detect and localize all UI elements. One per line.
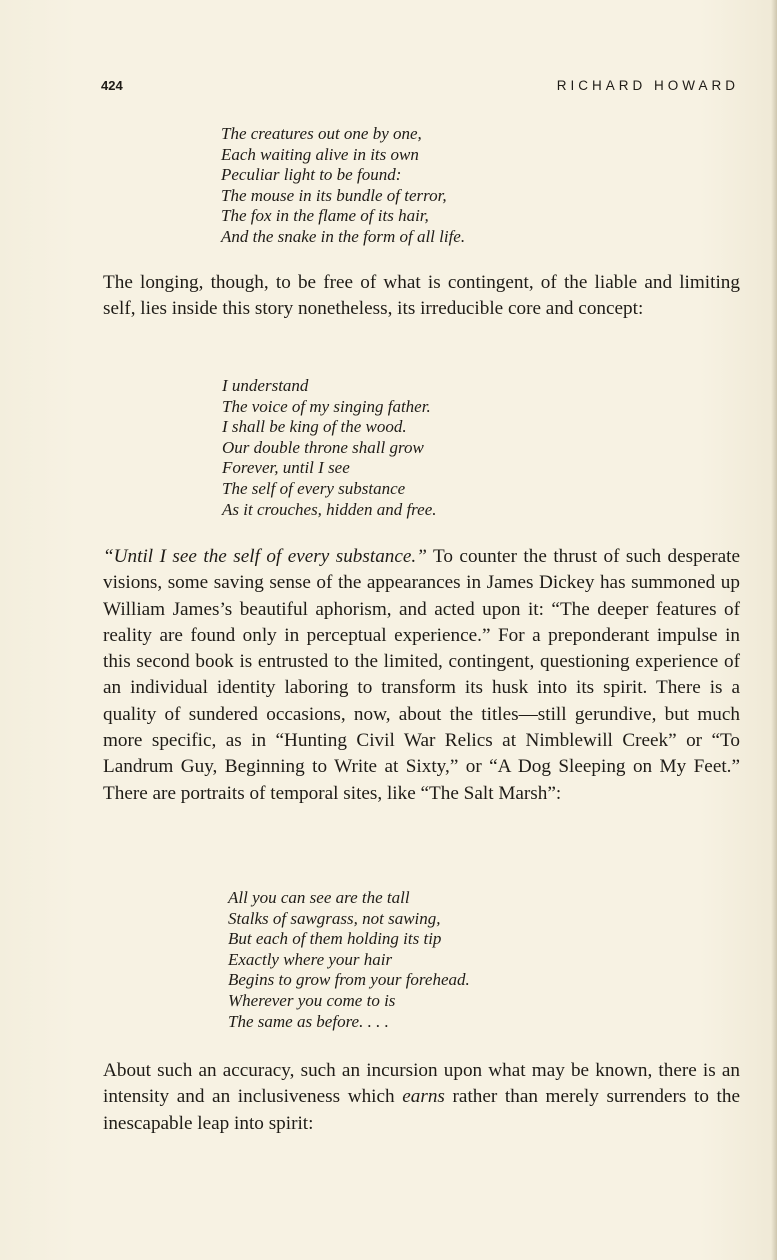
body-paragraph-2 (103, 544, 740, 807)
paragraph-text: rather than merely surrenders to the inescapable leap into spirit: (103, 1086, 740, 1134)
poem-line: Begins to grow from your forehead. (228, 970, 470, 990)
poem-line: Peculiar light to be found: (221, 165, 402, 185)
poem-line: Exactly where your hair (228, 949, 393, 969)
running-head (101, 78, 739, 98)
poem-line: I understand (222, 376, 309, 395)
poem-line: The self of every substance (222, 478, 406, 498)
page-number: 424 (101, 78, 123, 93)
poem-line: And the snake in the form of all life. (221, 226, 466, 246)
poem-line: All you can see are the tall (228, 888, 410, 907)
paragraph-text: To counter the thrust of such desperate visions, some saving sense of the appearances in James Dickey has summoned up William James’s beautiful aphorism, and acted upon it: “The deeper features of reality are found only in perceptual experience.” For a preponderant impulse in this second book is entrusted to the limited, contingent, questioning experience of an individual identity laboring to transform its husk into its spirit. There is a quality of sundered occasions, now, about the titles—still gerundive, but much more specific, as in “Hunting Civil War Relics at Nimblewill Creek” or “To Landrum Guy, Beginning to Write at Sixty,” or “A Dog Sleeping on My Feet.” There are portraits of temporal sites, like “The Salt Marsh”: (103, 546, 740, 804)
poem-line: As it crouches, hidden and free. (222, 499, 437, 519)
poem-line: But each of them holding its tip (228, 929, 442, 949)
poem-excerpt-3 (228, 888, 470, 1032)
page-edge-shadow (771, 0, 777, 1260)
poem-line: I shall be king of the wood. (222, 417, 407, 437)
poem-line: The fox in the flame of its hair, (221, 206, 429, 226)
poem-excerpt-1 (221, 124, 465, 248)
poem-line: Forever, until I see (222, 458, 350, 478)
poem-line: Wherever you come to is (228, 990, 396, 1010)
poem-line: The creatures out one by one, (221, 124, 422, 143)
body-paragraph-3 (103, 1058, 740, 1137)
body-paragraph-1 (103, 270, 740, 323)
emphasized-word: earns (402, 1086, 445, 1108)
running-head-author: RICHARD HOWARD (556, 78, 739, 93)
poem-line: Each waiting alive in its own (221, 144, 419, 164)
poem-excerpt-2 (222, 376, 437, 520)
poem-line: Stalks of sawgrass, not sawing, (228, 908, 441, 928)
quoted-poem-line: “Until I see the self of every substance.” (103, 546, 427, 567)
paragraph-text: About such an accuracy, such an incursion upon what may be known, there is an intensity and an inclusiveness which (103, 1060, 740, 1108)
poem-line: The mouse in its bundle of terror, (221, 185, 447, 205)
poem-line: Our double throne shall grow (222, 437, 424, 457)
paragraph-text: The longing, though, to be free of what is contingent, of the liable and limiting self, lies inside this story nonetheless, its irreducible core and concept: (103, 272, 740, 320)
poem-line: The voice of my singing father. (222, 396, 431, 416)
poem-line: The same as before. . . . (228, 1011, 389, 1031)
